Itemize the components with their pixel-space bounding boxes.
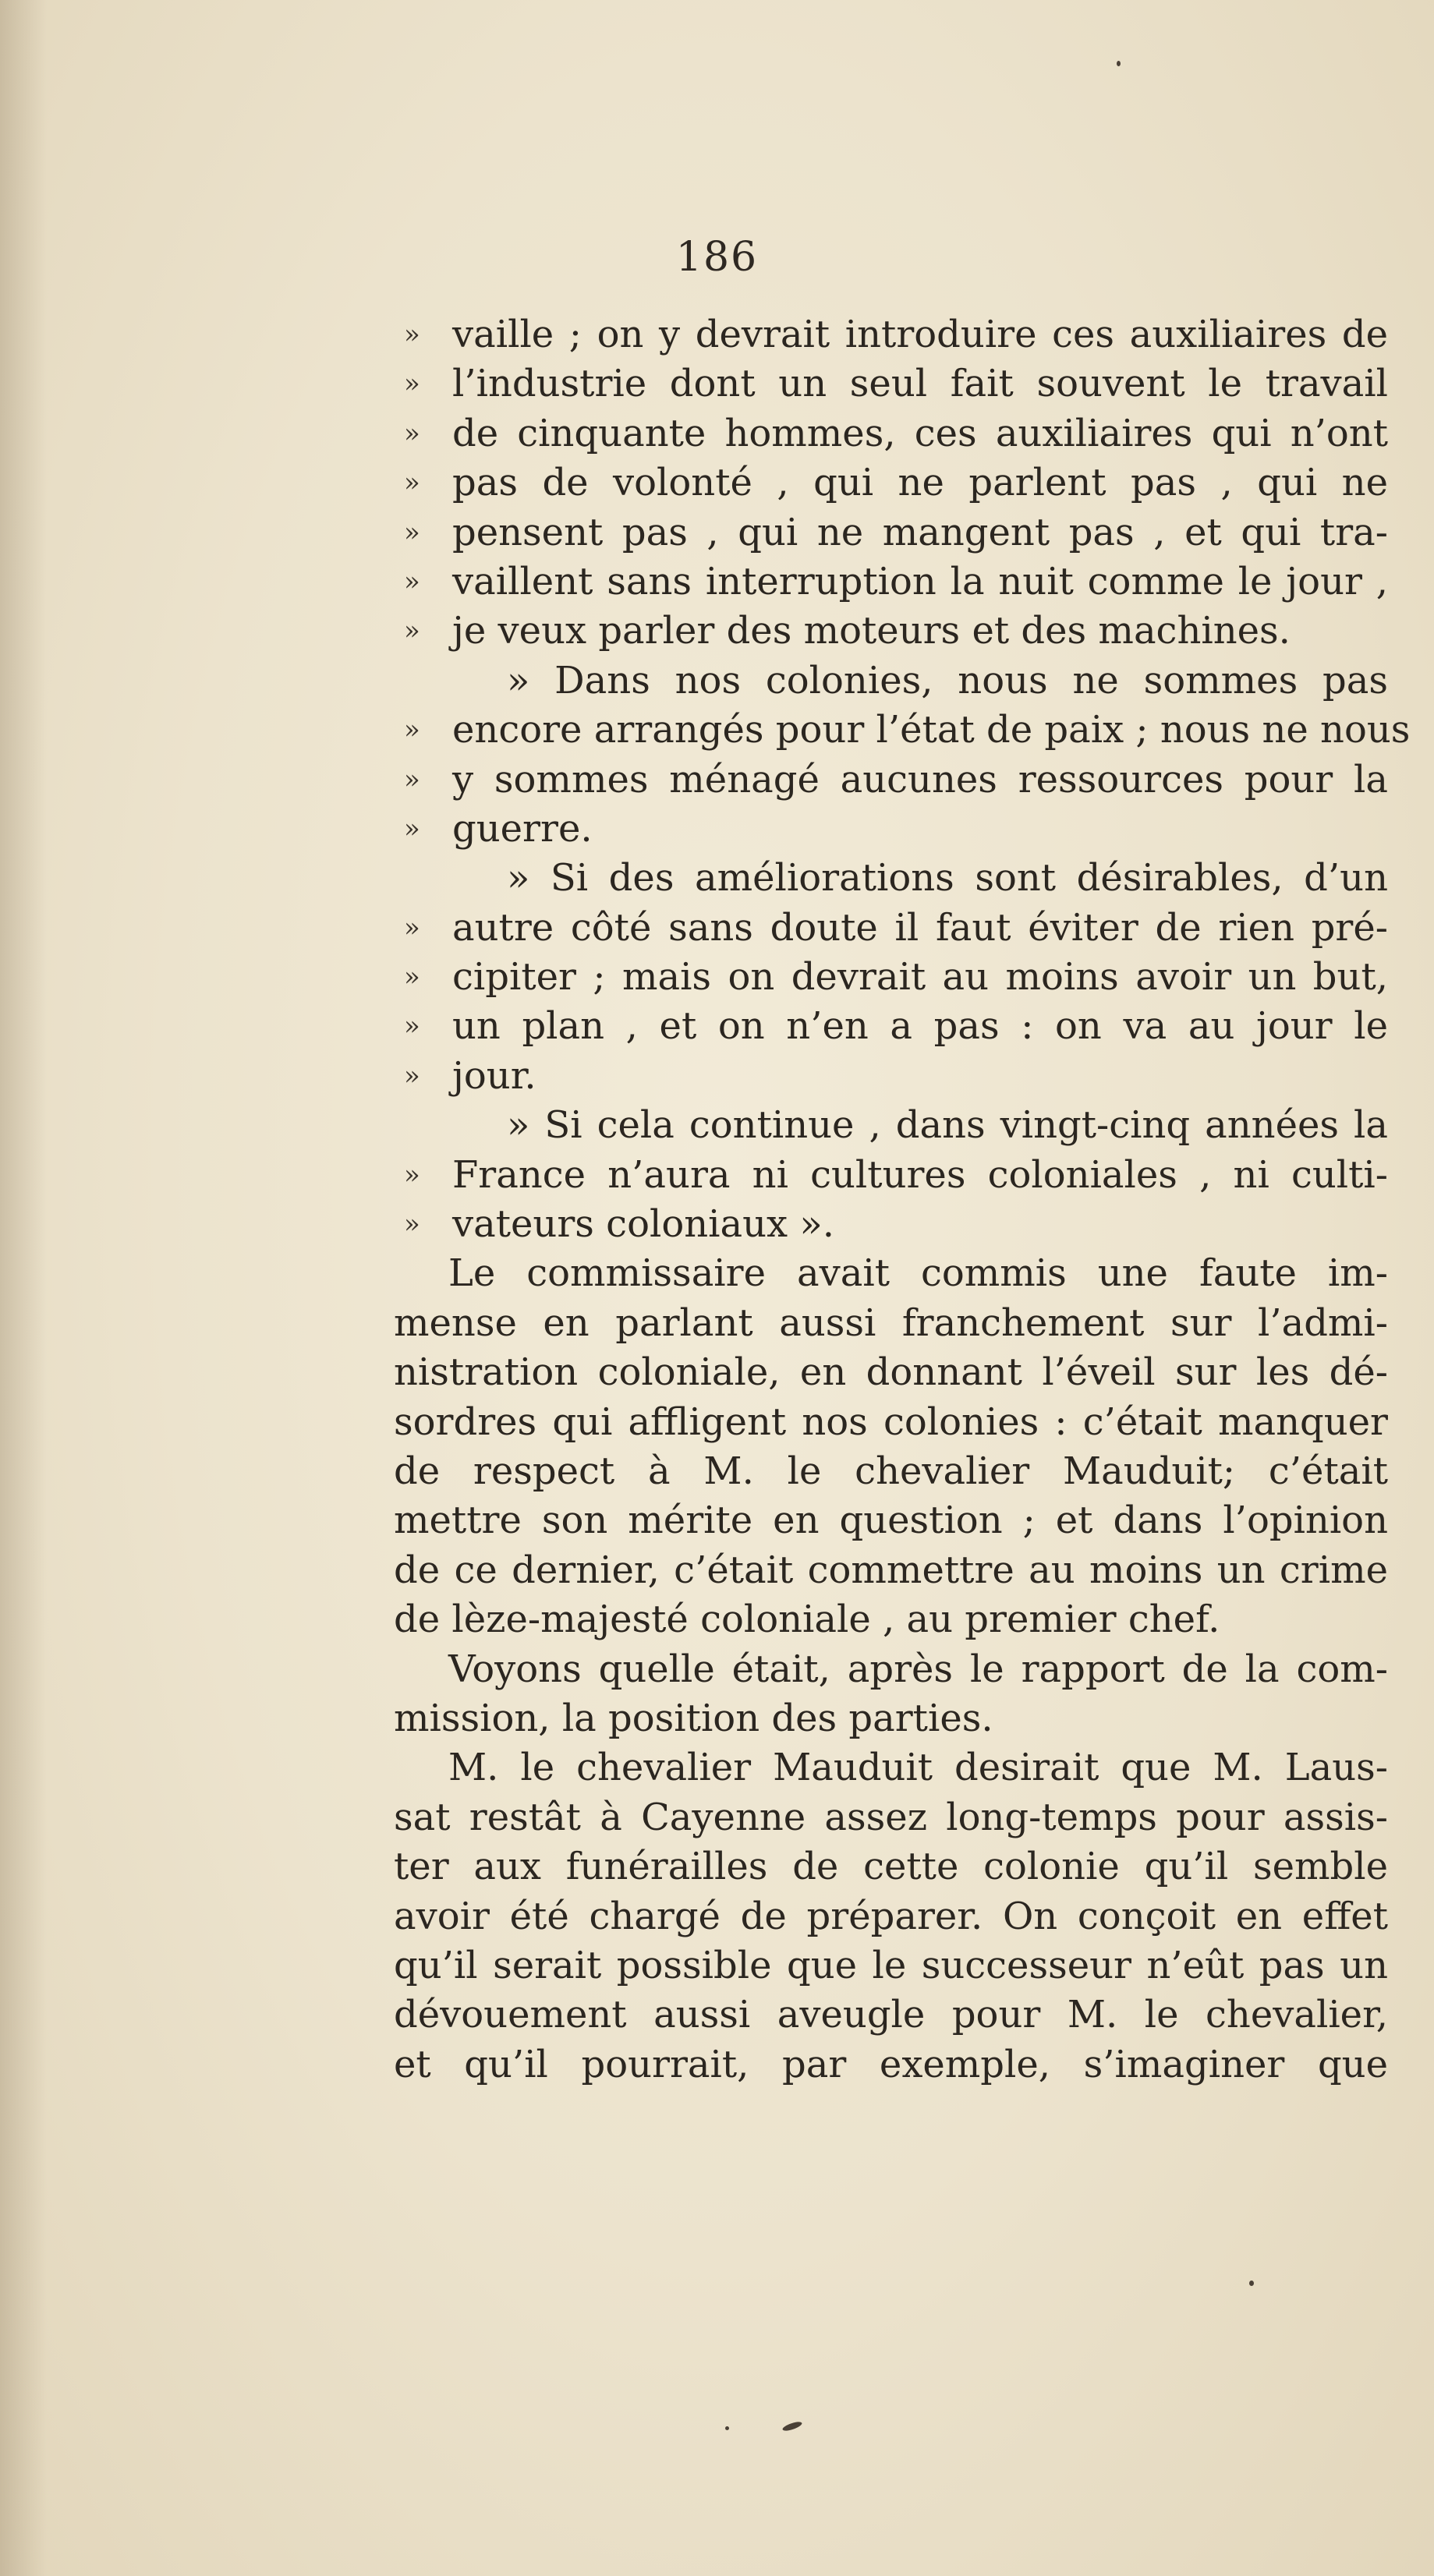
text-line [394, 953, 1392, 1002]
quote-mark: » [404, 1010, 420, 1042]
line-text: guerre. [452, 806, 593, 851]
gutter-shadow [0, 0, 47, 2576]
line-text: de respect à M. le chevalier Mauduit; c’était [394, 1449, 1388, 1493]
text-line [394, 1793, 1392, 1842]
line-text: vateurs coloniaux ». [452, 1202, 834, 1247]
line-text: de lèze-majesté coloniale , au premier chef. [394, 1598, 1220, 1642]
line-text: de cinquante hommes, ces auxiliaires qui n’ont [452, 411, 1388, 455]
line-text: Voyons quelle était, après le rapport de la com- [448, 1647, 1388, 1691]
text-line [394, 1398, 1392, 1447]
text-line [394, 2040, 1392, 2089]
line-text: pensent pas , qui ne mangent pas , et qui tra- [452, 510, 1388, 554]
line-text: un plan , et on n’en a pas : on va au jour le [452, 1004, 1388, 1049]
quote-mark: » [404, 417, 420, 449]
text-line [394, 458, 1392, 508]
text-line [394, 310, 1392, 359]
quote-mark: » [404, 911, 420, 943]
text-line [394, 1496, 1392, 1545]
text-line [394, 1151, 1392, 1200]
line-text: autre côté sans doute il faut éviter de rien pré- [452, 905, 1388, 950]
line-text: sat restât à Cayenne assez long-temps pour assis- [394, 1795, 1388, 1839]
line-text: cipiter ; mais on devrait au moins avoir un but, [452, 955, 1388, 1000]
line-text: vaillent sans interruption la nuit comme le jour , [452, 559, 1388, 603]
line-text: mission, la position des parties. [394, 1696, 993, 1740]
line-text: avoir été chargé de préparer. On conçoit en effet [394, 1894, 1388, 1938]
text-line [394, 1348, 1392, 1397]
text-line [394, 409, 1392, 458]
text-line [394, 1694, 1392, 1743]
line-text: dévouement aussi aveugle pour M. le chevalier, [394, 1993, 1388, 2037]
text-line [394, 1892, 1392, 1941]
text-line [394, 557, 1392, 607]
text-line [394, 1546, 1392, 1595]
text-line [394, 1002, 1392, 1051]
text-line [394, 755, 1392, 805]
line-text: Le commissaire avait commis une faute im- [448, 1251, 1388, 1296]
text-line [394, 1645, 1392, 1694]
line-text: nistration coloniale, en donnant l’éveil sur les dé- [394, 1350, 1388, 1395]
line-text: qu’il serait possible que le successeur n’eût pas un [394, 1943, 1388, 1987]
quote-mark: » [404, 615, 420, 647]
text-line [394, 359, 1392, 409]
text-line [394, 1941, 1392, 1990]
text-line [394, 1743, 1392, 1792]
line-text: ter aux funérailles de cette colonie qu’il semble [394, 1845, 1388, 1889]
text-line [394, 1842, 1392, 1891]
text-line [394, 508, 1392, 557]
quote-mark: » [404, 1060, 420, 1092]
line-text: France n’aura ni cultures coloniales , ni culti- [452, 1152, 1388, 1197]
text-line [394, 1299, 1392, 1348]
line-text: l’industrie dont un seul fait souvent le travail [452, 362, 1388, 406]
line-text: jour. [452, 1053, 536, 1098]
line-text: sordres qui affligent nos colonies : c’était manquer [394, 1399, 1388, 1444]
text-line [394, 656, 1392, 706]
quote-mark: » [404, 961, 420, 993]
quote-mark: » [404, 516, 420, 548]
line-text: mense en parlant aussi franchement sur l’admi- [394, 1300, 1388, 1345]
quote-mark: » [404, 565, 420, 597]
line-text: pas de volonté , qui ne parlent pas , qui ne [452, 461, 1388, 505]
line-text: M. le chevalier Mauduit desirait que M. Laus- [448, 1746, 1388, 1790]
text-line [394, 1990, 1392, 2040]
text-line [394, 1101, 1392, 1150]
line-text: » Si cela continue , dans vingt-cinq années la [507, 1103, 1388, 1148]
quote-mark: » [404, 1159, 420, 1191]
text-line [394, 706, 1411, 755]
body-text [394, 310, 1411, 2089]
line-text: et qu’il pourrait, par exemple, s’imaginer que [394, 2042, 1388, 2086]
text-line [394, 1052, 1392, 1101]
line-text: » Dans nos colonies, nous ne sommes pas [507, 658, 1388, 702]
line-text: je veux parler des moteurs et des machines. [452, 609, 1291, 653]
line-text: encore arrangés pour l’état de paix ; nous ne nous [452, 708, 1411, 752]
quote-mark: » [404, 368, 420, 400]
quote-mark: » [404, 467, 420, 499]
page-number: 186 [675, 234, 759, 281]
text-line [394, 904, 1392, 953]
line-text: vaille ; on y devrait introduire ces auxiliaires de [452, 313, 1388, 356]
quote-mark: » [404, 812, 420, 844]
line-text: » Si des améliorations sont désirables, d’un [507, 856, 1388, 901]
quote-mark: » [404, 763, 420, 795]
text-line [394, 1595, 1392, 1644]
text-line [394, 607, 1392, 656]
line-text: y sommes ménagé aucunes ressources pour la [452, 757, 1388, 801]
quote-mark: » [404, 714, 420, 746]
text-line [394, 805, 1392, 854]
text-line [394, 854, 1392, 903]
text-line [394, 1200, 1392, 1249]
text-line [394, 1249, 1392, 1298]
line-text: de ce dernier, c’était commettre au moins un crime [394, 1548, 1388, 1592]
text-line [394, 1447, 1392, 1496]
line-text: mettre son mérite en question ; et dans l’opinion [394, 1499, 1388, 1543]
quote-mark: » [404, 319, 420, 350]
quote-mark: » [404, 1208, 420, 1240]
